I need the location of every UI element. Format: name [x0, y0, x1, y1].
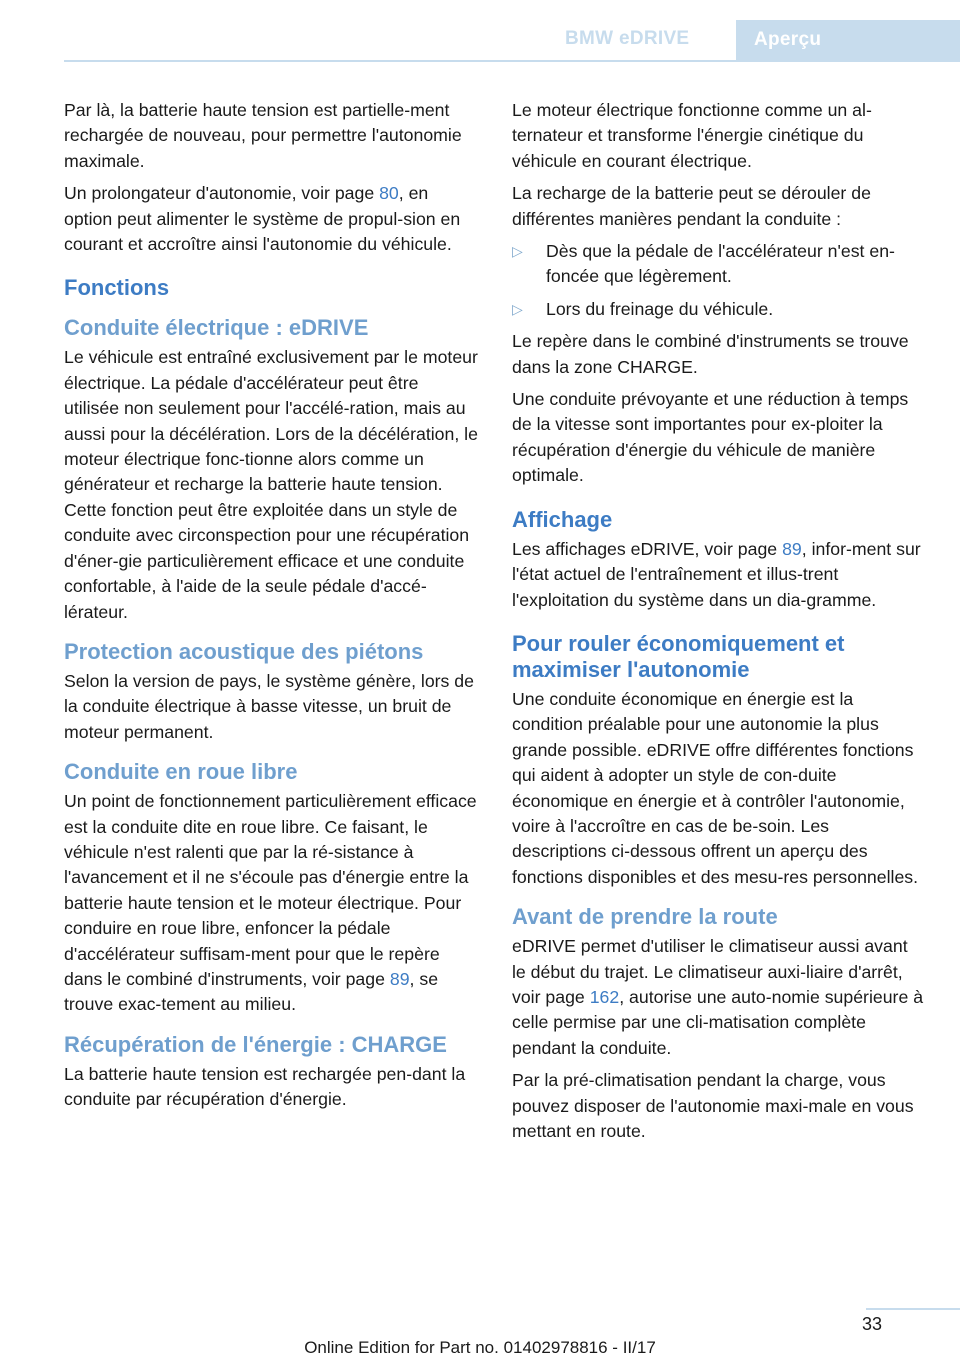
- page-number: 33: [862, 1314, 883, 1334]
- list-item: ▷ Dès que la pédale de l'accélérateur n'est en‐foncée que légèrement.: [512, 241, 895, 287]
- edition-footer: Online Edition for Part no. 01402978816 - II/17: [304, 1338, 656, 1357]
- paragraph: eDRIVE permet d'utiliser le climatiseur aussi avant le début du trajet. Le climatiseur auxi‐liaire d'arrêt, voir page 162, autorise une auto‐nomie supérieure à celle permise par une cli‐matisation complète pendant la conduite.: [512, 936, 924, 1058]
- heading-avant-la-route: Avant de prendre la route: [512, 904, 778, 930]
- page-link[interactable]: 89: [389, 968, 410, 989]
- footer-divider: [866, 1308, 960, 1310]
- paragraph: Une conduite prévoyante et une réduction à temps de la vitesse sont importantes pour ex‐ploiter la récupération d'énergie du véhicule de manière optimale.: [512, 389, 909, 486]
- paragraph: Les affichages eDRIVE, voir page 89, infor‐ment sur l'état actuel de l'entraînement et illus‐trent l'exploitation du système dans un dia‐gramme.: [512, 538, 921, 610]
- paragraph: La batterie haute tension est rechargée pen‐dant la conduite par récupération d'énergie.: [64, 1063, 466, 1110]
- page-link[interactable]: 80: [379, 183, 399, 204]
- list-item: ▷ Lors du freinage du véhicule.: [512, 297, 926, 322]
- heading-rouler-economiquement: Pour rouler économiquement et maximiser l'autonomie: [512, 630, 845, 682]
- heading-fonctions: Fonctions: [64, 275, 170, 301]
- paragraph: Un point de fonctionnement particulièrement efficace est la conduite dite en roue libre. Ce faisant, le véhicule n'est ralenti que par la ré‐sistance à l'avancement et il ne s'écoule pas d'énergie entre la batterie haute tension et le moteur électrique. Pour conduire en roue libre, enfoncer la pédale d'accélérateur suffisam‐ment pour que le repère dans le combiné d'instruments, voir page 89, se trouve exac‐tement au milieu.: [64, 791, 477, 1015]
- paragraph: Le véhicule est entraîné exclusivement par le moteur électrique. La pédale d'accélérateur peut être utilisée non seulement pour l'accélé‐ration, mais au aussi pour la décélération. Lors de la décélération, le moteur électrique fonc‐tionne alors comme un générateur et recharge la batterie haute tension. Cette fonction peut être exploitée dans un style de conduite avec circonspection pour une récupération d'éner‐gie particulièrement efficace et une conduite confortable, à l'aide de la seule pédale d'accé‐lérateur.: [64, 347, 478, 622]
- chapter-tab: Aperçu: [736, 20, 960, 62]
- paragraph: Un prolongateur d'autonomie, voir page 80, en option peut alimenter le système de propul‐sion en courant et accroître ainsi l'autonomie du véhicule.: [64, 183, 461, 255]
- left-column: [64, 98, 478, 1120]
- page-link[interactable]: 89: [782, 538, 802, 559]
- heading-recuperation: Récupération de l'énergie : CHARGE: [64, 1031, 447, 1057]
- heading-roue-libre: Conduite en roue libre: [64, 759, 298, 785]
- bullet-list: [512, 239, 926, 322]
- paragraph: Une conduite économique en énergie est la condition préalable pour une autonomie la plus grande possible. eDRIVE offre différentes fonctions qui aident à adopter un style de con‐duite économique en énergie et à contrôler l'autonomie, voire à l'accroître en cas de be‐soin. Les descriptions ci-dessous offrent un aperçu des fonctions disponibles et des mesu‐res personnelles.: [512, 688, 919, 887]
- right-column: [512, 98, 926, 1151]
- heading-conduite-electrique: Conduite électrique : eDRIVE: [64, 315, 369, 341]
- paragraph: Par là, la batterie haute tension est partielle‐ment rechargée de nouveau, pour permettre l'autonomie maximale.: [64, 100, 462, 171]
- heading-protection-acoustique: Protection acoustique des piétons: [64, 638, 424, 664]
- paragraph: Par la pré-climatisation pendant la charge, vous pouvez disposer de l'autonomie maxi‐male en vous mettant en route.: [512, 1070, 914, 1141]
- triangle-bullet-icon: ▷: [512, 243, 523, 260]
- triangle-bullet-icon: ▷: [512, 300, 523, 317]
- paragraph: Le moteur électrique fonctionne comme un al‐ternateur et transforme l'énergie cinétique du véhicule en courant électrique.: [512, 100, 872, 171]
- paragraph: Selon la version de pays, le système génère, lors de la conduite électrique à basse vitesse, un bruit de moteur permanent.: [64, 670, 474, 742]
- page-header: [0, 20, 960, 62]
- heading-affichage: Affichage: [512, 506, 613, 532]
- paragraph: La recharge de la batterie peut se dérouler de différentes manières pendant la conduite :: [512, 183, 871, 229]
- page-link[interactable]: 162: [589, 986, 620, 1007]
- paragraph: Le repère dans le combiné d'instruments se trouve dans la zone CHARGE.: [512, 331, 909, 377]
- header-divider: [64, 60, 960, 62]
- section-title: BMW eDRIVE: [565, 28, 690, 49]
